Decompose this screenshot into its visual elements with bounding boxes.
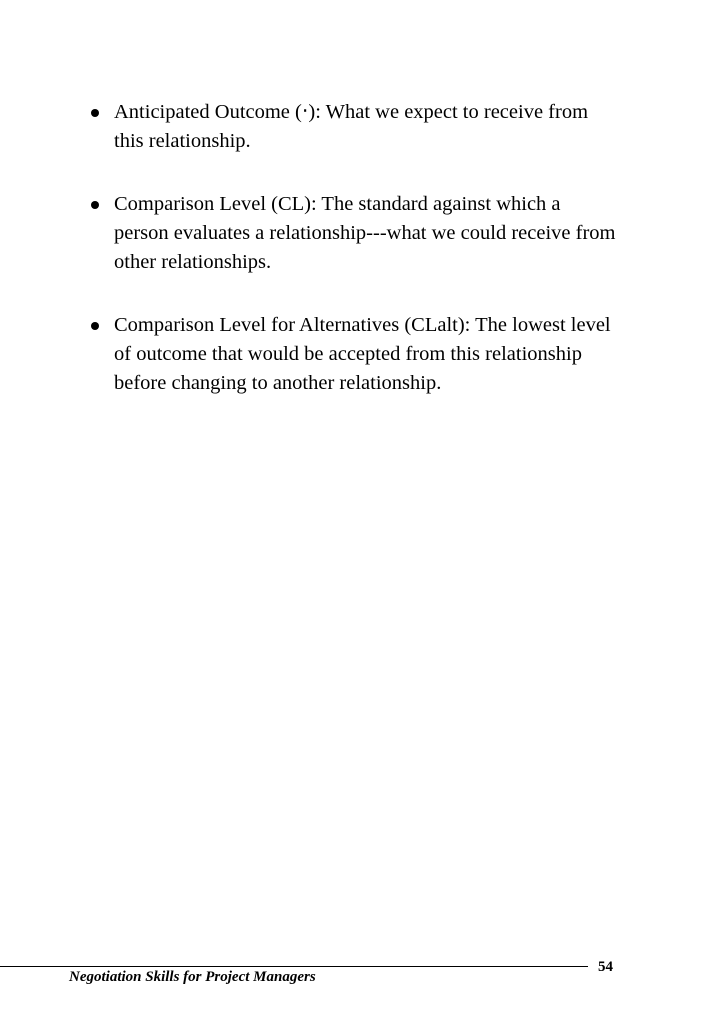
list-item-text: Comparison Level (CL): The standard against which a person evaluates a relationship---what we could receive from other relationships. (114, 193, 616, 273)
list-item-text: Anticipated Outcome (‧): What we expect to receive from this relationship. (114, 101, 589, 152)
bullet-icon (91, 109, 99, 117)
footer-book-title: Negotiation Skills for Project Managers (69, 969, 316, 985)
page-number: 54 (598, 959, 613, 975)
bullet-icon (91, 201, 99, 209)
definition-list (88, 98, 618, 432)
list-item-text: Comparison Level for Alternatives (CLalt): The lowest level of outcome that would be accepted from this relationship before changing to another relationship. (114, 314, 611, 394)
bullet-icon (91, 322, 99, 330)
list-item-comparison-level (88, 190, 618, 277)
list-item-comparison-level-alternatives (88, 311, 618, 398)
list-item-anticipated-outcome (88, 98, 618, 156)
